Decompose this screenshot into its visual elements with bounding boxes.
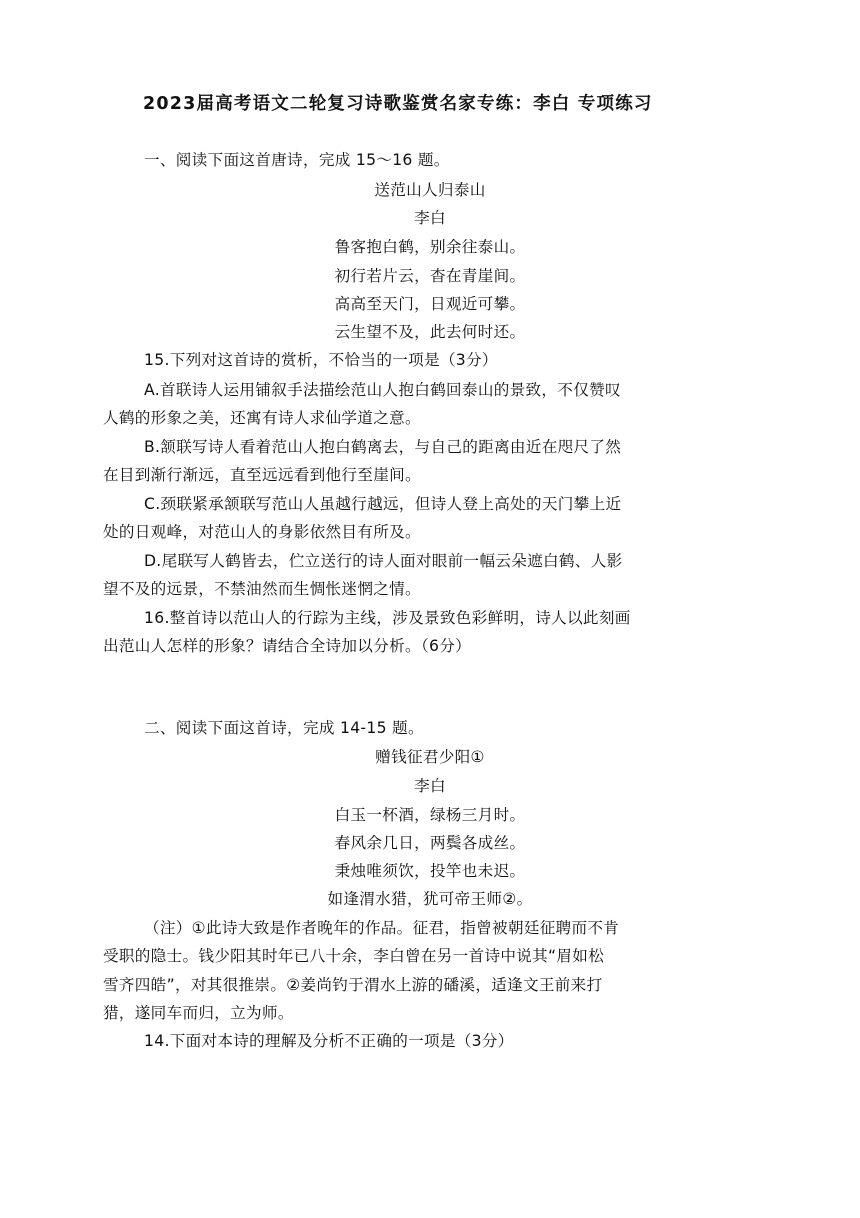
note-line2: 受职的隐士。钱少阳其时年已八十余，李白曾在另一首诗中说其“眉如松 bbox=[103, 947, 605, 965]
poem2-line: 如逢渭水猎，犹可帝王师②。 bbox=[327, 890, 533, 908]
note-line1: （注）①此诗大致是作者晚年的作品。征君，指曾被朝廷征聘而不肯 bbox=[144, 919, 620, 937]
option-c-line2: 处的日观峰，对范山人的身影依然目有所及。 bbox=[103, 523, 421, 541]
poem1-title: 送范山人归泰山 bbox=[374, 181, 486, 199]
option-d-line1: D.尾联写人鹤皆去，伫立送行的诗人面对眼前一幅云朵遮白鹤、人影 bbox=[144, 552, 623, 570]
poem1-line: 高高至天门，日观近可攀。 bbox=[334, 295, 526, 313]
poem2-author: 李白 bbox=[414, 777, 446, 795]
poem1-line: 云生望不及，此去何时还。 bbox=[334, 323, 526, 341]
poem1-author: 李白 bbox=[414, 209, 446, 227]
poem2-line: 春风余几日，两鬓各成丝。 bbox=[334, 834, 526, 852]
question-16-line1: 16.整首诗以范山人的行踪为主线，涉及景致色彩鲜明，诗人以此刻画 bbox=[144, 609, 631, 627]
note-line3: 雪齐四皓”，对其很推崇。②姜尚钓于渭水上游的磻溪，适逢文王前来打 bbox=[103, 976, 603, 994]
option-b-line1: B.颔联写诗人看着范山人抱白鹤离去，与自己的距离由近在咫尺了然 bbox=[144, 438, 622, 456]
section2-heading: 二、阅读下面这首诗，完成 14-15 题。 bbox=[144, 719, 424, 737]
note-line4: 猎，遂同车而归，立为师。 bbox=[103, 1004, 294, 1022]
option-a-line1: A.首联诗人运用铺叙手法描绘范山人抱白鹤回泰山的景致，不仅赞叹 bbox=[144, 381, 621, 399]
document-title: 2023届高考语文二轮复习诗歌鉴赏名家专练：李白 专项练习 bbox=[143, 94, 653, 114]
poem2-line: 白玉一杯酒，绿杨三月时。 bbox=[334, 806, 526, 824]
option-b-line2: 在目到渐行渐远，直至远远看到他行至崖间。 bbox=[103, 466, 421, 484]
question-16-line2: 出范山人怎样的形象？请结合全诗加以分析。（6分） bbox=[103, 637, 471, 655]
option-a-line2: 人鹤的形象之美，还寓有诗人求仙学道之意。 bbox=[103, 409, 421, 427]
question-14: 14.下面对本诗的理解及分析不正确的一项是（3分） bbox=[144, 1032, 514, 1050]
poem1-line: 鲁客抱白鹤，别余往泰山。 bbox=[334, 238, 526, 256]
option-c-line1: C.颈联紧承颔联写范山人虽越行越远，但诗人登上高处的天门攀上近 bbox=[144, 495, 622, 513]
poem1-line: 初行若片云，杳在青崖间。 bbox=[334, 267, 526, 285]
option-d-line2: 望不及的远景，不禁油然而生惆怅迷惘之情。 bbox=[103, 580, 421, 598]
poem2-title: 赠钱征君少阳① bbox=[375, 748, 485, 766]
section1-heading: 一、阅读下面这首唐诗，完成 15～16 题。 bbox=[144, 151, 450, 169]
poem2-line: 秉烛唯须饮，投竿也未迟。 bbox=[334, 862, 526, 880]
question-15: 15.下列对这首诗的赏析，不恰当的一项是（3分） bbox=[144, 351, 498, 369]
